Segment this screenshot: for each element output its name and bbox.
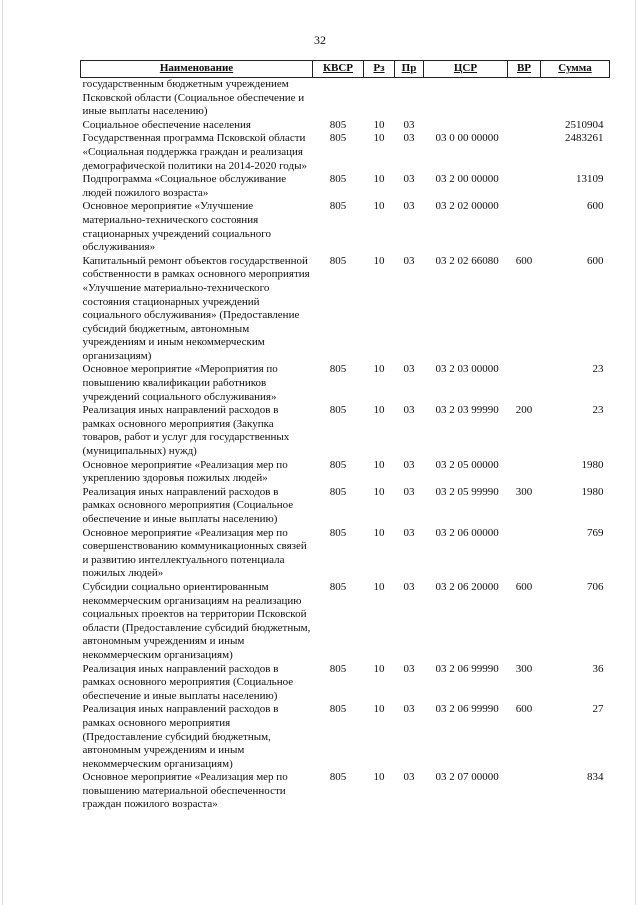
header-vr: ВР	[508, 61, 541, 78]
cell-vr	[508, 527, 541, 581]
cell-vr	[508, 173, 541, 200]
cell-csr: 03 2 06 99990	[435, 662, 499, 675]
cell-csr: 03 2 00 00000	[435, 173, 499, 186]
cell-kvsr	[313, 78, 364, 119]
cell-kvsr: 805	[329, 173, 347, 186]
cell-csr: 03 2 06 99990	[435, 703, 499, 716]
cell-name: Основное мероприятие «Улучшение материально-технического состояния стационарных учреждений социального обслуживания»	[82, 200, 271, 254]
header-name: Наименование	[81, 61, 313, 78]
table-row	[81, 703, 610, 771]
cell-name: Социальное обеспечение населения	[82, 118, 251, 131]
cell-pr: 03	[403, 118, 415, 131]
table-row	[81, 459, 610, 486]
cell-rz: 10	[373, 254, 385, 267]
cell-sum	[541, 78, 610, 119]
cell-rz: 10	[373, 363, 385, 376]
table-row	[81, 132, 610, 173]
cell-csr: 03 2 02 00000	[435, 200, 499, 213]
cell-kvsr: 805	[329, 580, 347, 593]
cell-rz: 10	[373, 200, 385, 213]
table-row	[81, 78, 610, 119]
cell-kvsr: 805	[329, 254, 347, 267]
table-row	[81, 581, 610, 663]
cell-vr	[508, 78, 541, 119]
cell-kvsr: 805	[329, 118, 347, 131]
cell-kvsr: 805	[329, 200, 347, 213]
cell-name: Государственная программа Псковской области «Социальная поддержка граждан и реализация демографической политики на 2014-2020 годы»	[82, 132, 307, 172]
cell-name: Подпрограмма «Социальное обслуживание людей пожилого возраста»	[82, 173, 287, 199]
cell-csr	[424, 78, 508, 119]
cell-kvsr: 805	[329, 404, 347, 417]
cell-rz: 10	[373, 173, 385, 186]
cell-name: Основное мероприятие «Реализация мер по укреплению здоровья пожилых людей»	[82, 458, 288, 485]
cell-pr: 03	[403, 404, 415, 417]
cell-pr: 03	[403, 662, 415, 675]
cell-csr: 03 2 02 66080	[435, 254, 499, 267]
cell-rz: 10	[373, 703, 385, 716]
cell-pr: 03	[403, 458, 415, 471]
cell-rz: 10	[373, 526, 385, 539]
cell-sum: 1980	[581, 485, 604, 498]
cell-csr: 03 2 03 00000	[435, 363, 499, 376]
cell-name: Реализация иных направлений расходов в рамках основного мероприятия (Социальное обеспечение и иные выплаты населению)	[82, 662, 294, 702]
table-row	[81, 663, 610, 704]
cell-name: Реализация иных направлений расходов в рамках основного мероприятия (Закупка товаров, работ и услуг для государственных (муниципальных) нужд)	[82, 404, 290, 458]
cell-sum: 2483261	[565, 132, 604, 145]
cell-vr	[508, 771, 541, 812]
cell-sum: 2510904	[565, 118, 604, 131]
header-kvsr: КВСР	[313, 61, 364, 78]
cell-kvsr: 805	[329, 458, 347, 471]
cell-name: Реализация иных направлений расходов в рамках основного мероприятия (Предоставление субсидий бюджетным, автономным учреждениям и иным некоммерческим организациям)	[82, 703, 279, 770]
header-sum: Сумма	[541, 61, 610, 78]
table-row	[81, 200, 610, 254]
scan-edge-right	[635, 0, 636, 905]
cell-vr: 600	[515, 580, 533, 593]
cell-name: Субсидии социально ориентированным некоммерческим организациям на реализацию социальных проектов на территории Псковской области (Предоставление субсидий бюджетным, автономным учреждениям и иным некоммерческим организациям)	[82, 580, 311, 661]
cell-kvsr: 805	[329, 771, 347, 784]
cell-name: Основное мероприятие «Реализация мер по совершенствованию коммуникационных связей и развитию интеллектуального потенциала пожилых людей»	[82, 526, 307, 580]
table-row	[81, 363, 610, 404]
table-row	[81, 119, 610, 133]
header-csr: ЦСР	[424, 61, 508, 78]
cell-pr	[395, 78, 424, 119]
table-row	[81, 771, 610, 812]
cell-kvsr: 805	[329, 662, 347, 675]
cell-vr: 600	[515, 703, 533, 716]
cell-vr: 200	[515, 404, 533, 417]
cell-csr: 03 2 05 00000	[435, 458, 499, 471]
cell-vr: 600	[515, 254, 533, 267]
cell-csr: 03 2 06 00000	[435, 526, 499, 539]
cell-csr: 03 2 07 00000	[435, 771, 499, 784]
cell-rz: 10	[373, 118, 385, 131]
cell-vr	[508, 363, 541, 404]
cell-rz: 10	[373, 580, 385, 593]
cell-vr: 300	[515, 485, 533, 498]
cell-rz: 10	[373, 458, 385, 471]
cell-sum: 13109	[576, 173, 604, 186]
cell-pr: 03	[403, 132, 415, 145]
cell-vr	[508, 132, 541, 173]
cell-vr	[508, 119, 541, 133]
cell-rz: 10	[373, 662, 385, 675]
cell-csr	[424, 119, 508, 133]
cell-kvsr: 805	[329, 363, 347, 376]
budget-table	[80, 60, 610, 812]
cell-rz: 10	[373, 485, 385, 498]
table-row	[81, 527, 610, 581]
scan-edge-left	[2, 0, 3, 905]
cell-sum: 36	[592, 662, 604, 675]
cell-pr: 03	[403, 703, 415, 716]
cell-rz: 10	[373, 404, 385, 417]
cell-pr: 03	[403, 580, 415, 593]
cell-csr: 03 2 05 99990	[435, 485, 499, 498]
cell-vr: 300	[515, 662, 533, 675]
table-body	[81, 78, 610, 813]
cell-sum: 23	[592, 363, 604, 376]
cell-csr: 03 2 06 20000	[435, 580, 499, 593]
cell-csr: 03 2 03 99990	[435, 404, 499, 417]
table-header	[81, 61, 610, 78]
cell-name: Реализация иных направлений расходов в рамках основного мероприятия (Социальное обеспечение и иные выплаты населению)	[82, 485, 294, 525]
table-row	[81, 255, 610, 364]
cell-sum: 23	[592, 404, 604, 417]
cell-name: Капитальный ремонт объектов государственной собственности в рамках основного мероприятия «Улучшение материально-технического состояния стационарных учреждений социального обслуживания» (Предоставление субсидий бюджетным, автономным учреждениям и иным некоммерческим организациям)	[82, 254, 310, 362]
cell-rz: 10	[373, 771, 385, 784]
cell-pr: 03	[403, 254, 415, 267]
cell-pr: 03	[403, 526, 415, 539]
cell-sum: 769	[587, 526, 604, 539]
cell-pr: 03	[403, 771, 415, 784]
cell-rz	[364, 78, 395, 119]
table-row	[81, 404, 610, 458]
cell-vr	[508, 200, 541, 254]
cell-sum: 706	[587, 580, 604, 593]
cell-rz: 10	[373, 132, 385, 145]
page-number: 32	[314, 33, 326, 47]
cell-pr: 03	[403, 200, 415, 213]
cell-pr: 03	[403, 485, 415, 498]
cell-name: государственным бюджетным учреждением Псковской области (Социальное обеспечение и иные выплаты населению)	[82, 78, 305, 118]
table-row	[81, 173, 610, 200]
header-rz: Рз	[364, 61, 395, 78]
header-pr: Пр	[395, 61, 424, 78]
cell-kvsr: 805	[329, 132, 347, 145]
cell-sum: 834	[587, 771, 604, 784]
cell-sum: 1980	[581, 458, 604, 471]
cell-sum: 600	[587, 200, 604, 213]
cell-kvsr: 805	[329, 485, 347, 498]
cell-csr: 03 0 00 00000	[435, 132, 499, 145]
cell-pr: 03	[403, 363, 415, 376]
cell-pr: 03	[403, 173, 415, 186]
table-row	[81, 486, 610, 527]
cell-vr	[508, 459, 541, 486]
cell-name: Основное мероприятие «Мероприятия по повышению квалификации работников учреждений социального обслуживания»	[82, 363, 278, 403]
cell-kvsr: 805	[329, 526, 347, 539]
cell-kvsr: 805	[329, 703, 347, 716]
cell-sum: 27	[592, 703, 604, 716]
cell-name: Основное мероприятие «Реализация мер по повышению материальной обеспеченности граждан пожилого возраста»	[82, 771, 288, 811]
cell-sum: 600	[587, 254, 604, 267]
